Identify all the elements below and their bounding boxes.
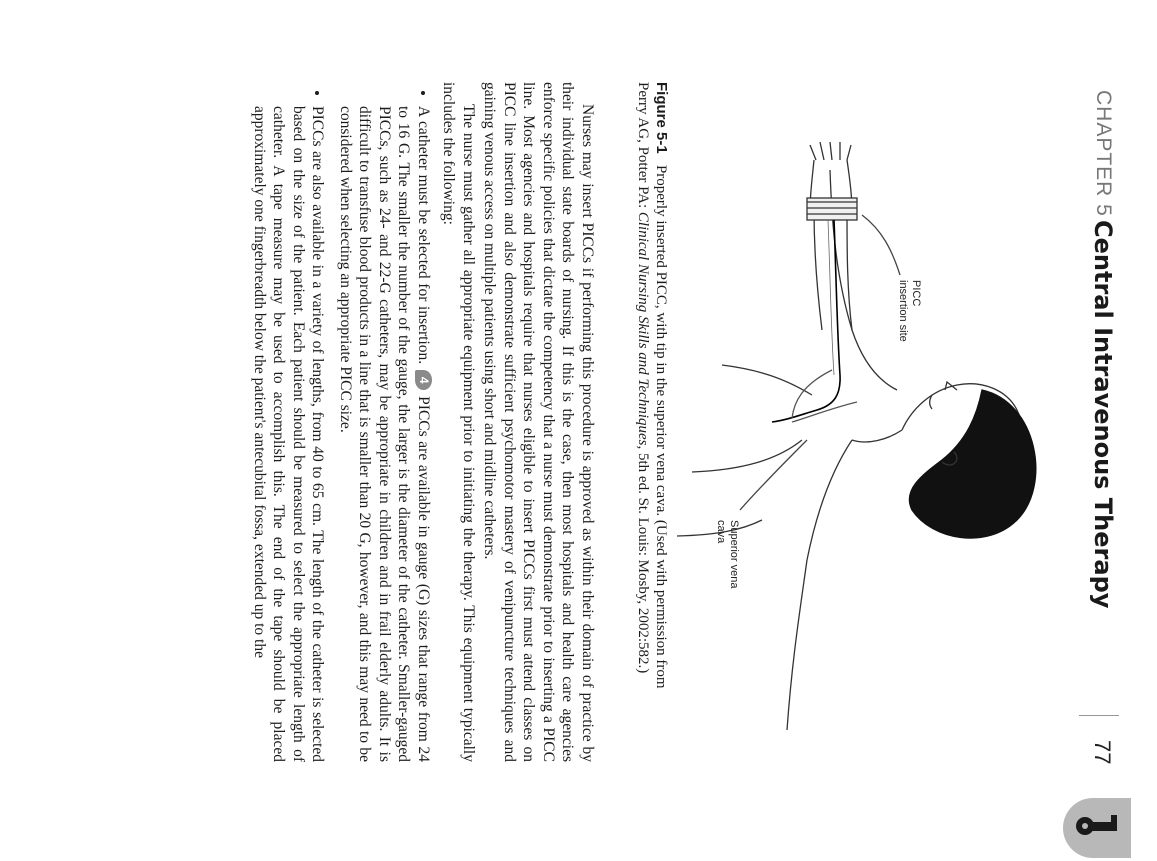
caption-book-title: Clinical Nursing Skills and Techniques, [635, 211, 651, 450]
figure-number: Figure 5-1 [653, 82, 670, 154]
page-number: 77 [1090, 740, 1115, 765]
paragraph-1: Nurses may insert PICCs if performing this procedure is approved as within their domain of practice by their individual state boards of nursing. If this is the case, then most hospitals and health care agencies enforce specific policies that dictate the competency that a nurse must demonstrate prior to inserting a PICC line. Most agencies and hospitals require that nurses eligible to insert PICCs first must attend classes on PICC line insertion and also demonstrate sufficient psychomotor mastery of venipuncture techniques and gaining venous access on multiple patients using short and midline catheters. [481, 82, 596, 762]
bullet-1-text-b: PICCs are available in gauge (G) sizes that range from 24 to 16 G. The smaller the number of the gauge, the larger is the diameter of the catheter. Smaller-gauged PICCs, such as 24- and 22-G catheters, may be appropriate in children and in frail elderly adults. It is difficult to transfuse blood products in a line that is smaller than 20 G, however, and this may need to be considered when selecting an appropriate PICC size. [337, 106, 432, 762]
chapter-title: Central Intravenous Therapy [1089, 220, 1117, 609]
label-vena-cava: Superior vena cava [715, 520, 740, 589]
equipment-list [250, 82, 434, 762]
figure-drawing [672, 140, 1062, 750]
page-header [1061, 60, 1131, 840]
chapter-tab [1063, 798, 1131, 858]
label-insertion-site: PICC insertion site [897, 280, 922, 342]
caption-text-1: Properly inserted PICC, with tip in the superior vena cava. (Used with permission from Perry AG, Potter PA: [635, 82, 669, 689]
paragraph-2: The nurse must gather all appropriate equipment prior to initiating the therapy. This equipment typically includes the following: [440, 82, 477, 762]
body-text [242, 82, 598, 762]
chapter-label: CHAPTER 5 [1092, 90, 1115, 217]
list-item [336, 106, 434, 762]
list-item: • PICCs are also available in a variety of lengths, from 40 to 65 cm. The length of the catheter is selected based on the size of the patient. Each patient should be measured to select the appropriate length of catheter. A tape measure may be used to accomplish this. The end of the tape should be placed approximately one fingerbreadth below the patient's antecubital fossa, extended up to the [250, 106, 328, 762]
step-badge: 4 [415, 370, 432, 390]
header-divider [1079, 715, 1119, 716]
caption-text-2: 5th ed. St. Louis: Mosby, 2002:582.) [635, 449, 651, 674]
figure-caption [634, 82, 670, 692]
picc-illustration [672, 140, 1062, 750]
key-icon [1073, 812, 1123, 846]
bullet-1-text-a: A catheter must be selected for insertion. [415, 106, 432, 365]
